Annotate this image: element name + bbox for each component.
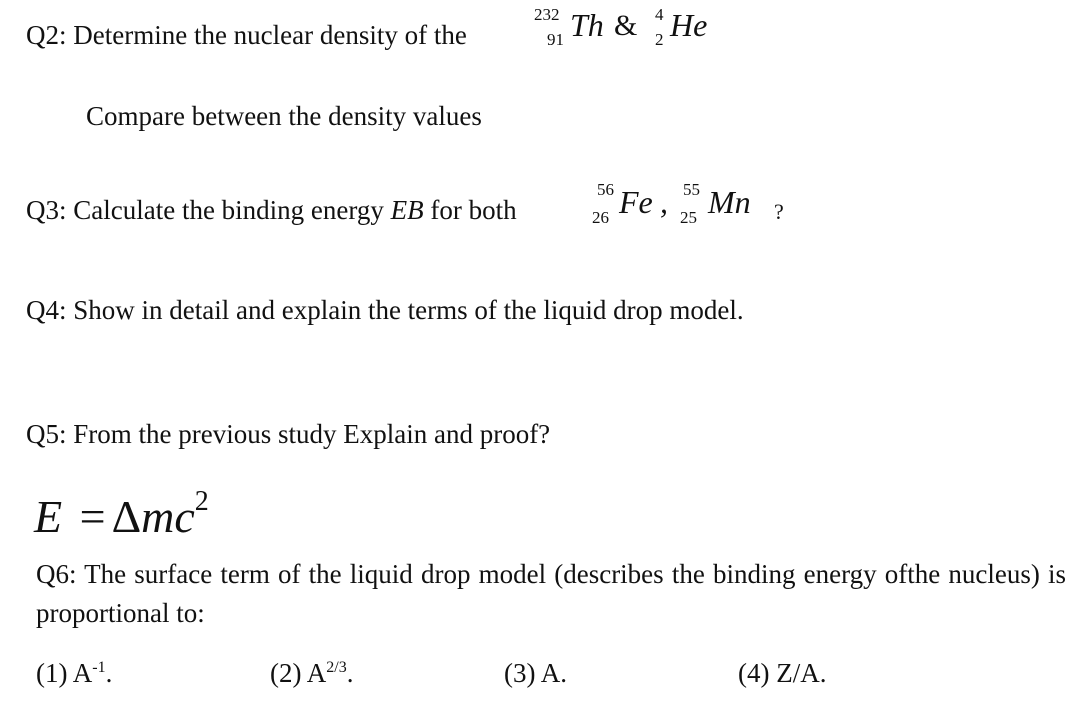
q6-option-2 — [270, 658, 353, 689]
he-atomic-number: 2 — [655, 30, 664, 49]
option-label: (2) A — [270, 658, 327, 688]
q6-option-4 — [738, 658, 826, 689]
equation-rhs: mc — [141, 491, 195, 542]
equation-exponent: 2 — [194, 485, 209, 517]
option-label: (4) Z/A. — [738, 658, 827, 688]
q3-comma: , — [660, 184, 668, 220]
option-tail: . — [346, 658, 354, 688]
q3-eb-symbol: EB — [390, 195, 424, 225]
q2-ampersand: & — [614, 9, 638, 42]
mn-atomic-number: 25 — [680, 208, 697, 227]
option-label: (3) A. — [504, 658, 567, 688]
q4-text: Q4: Show in detail and explain the terms of the liquid drop model. — [26, 295, 744, 325]
th-symbol: Th — [570, 7, 604, 43]
fe-symbol: Fe — [619, 184, 653, 220]
fe-mass-number: 56 — [597, 180, 614, 199]
he-symbol: He — [670, 7, 708, 43]
equation-equals: = — [79, 491, 106, 542]
q3-text-a: Q3: Calculate the binding energy — [26, 195, 384, 225]
q3-text — [26, 195, 517, 226]
fe-atomic-number: 26 — [592, 208, 609, 227]
option-tail: . — [105, 658, 113, 688]
q5-text: Q5: From the previous study Explain and proof? — [26, 419, 551, 449]
option-superscript: -1 — [92, 659, 106, 676]
q2-text: Q2: Determine the nuclear density of the — [26, 20, 467, 50]
q6-option-1 — [36, 658, 112, 689]
q3-question-mark: ? — [774, 199, 784, 224]
equation-delta: Δ — [111, 491, 142, 542]
option-superscript: 2/3 — [326, 659, 347, 676]
q2-compare-text: Compare between the density values — [86, 101, 482, 131]
q6-option-3 — [504, 658, 567, 689]
mass-energy-equation — [34, 485, 209, 543]
equation-lhs: E — [34, 491, 63, 542]
mn-symbol: Mn — [708, 184, 751, 220]
th-mass-number: 232 — [534, 5, 560, 24]
mn-mass-number: 55 — [683, 180, 700, 199]
q3-text-b: for both — [430, 195, 517, 225]
q6-text: Q6: The surface term of the liquid drop model (describes the binding energy ofthe nucleus) is proportional to: — [36, 559, 1066, 628]
th-atomic-number: 91 — [547, 30, 564, 49]
option-label: (1) A — [36, 658, 93, 688]
he-mass-number: 4 — [655, 5, 664, 24]
